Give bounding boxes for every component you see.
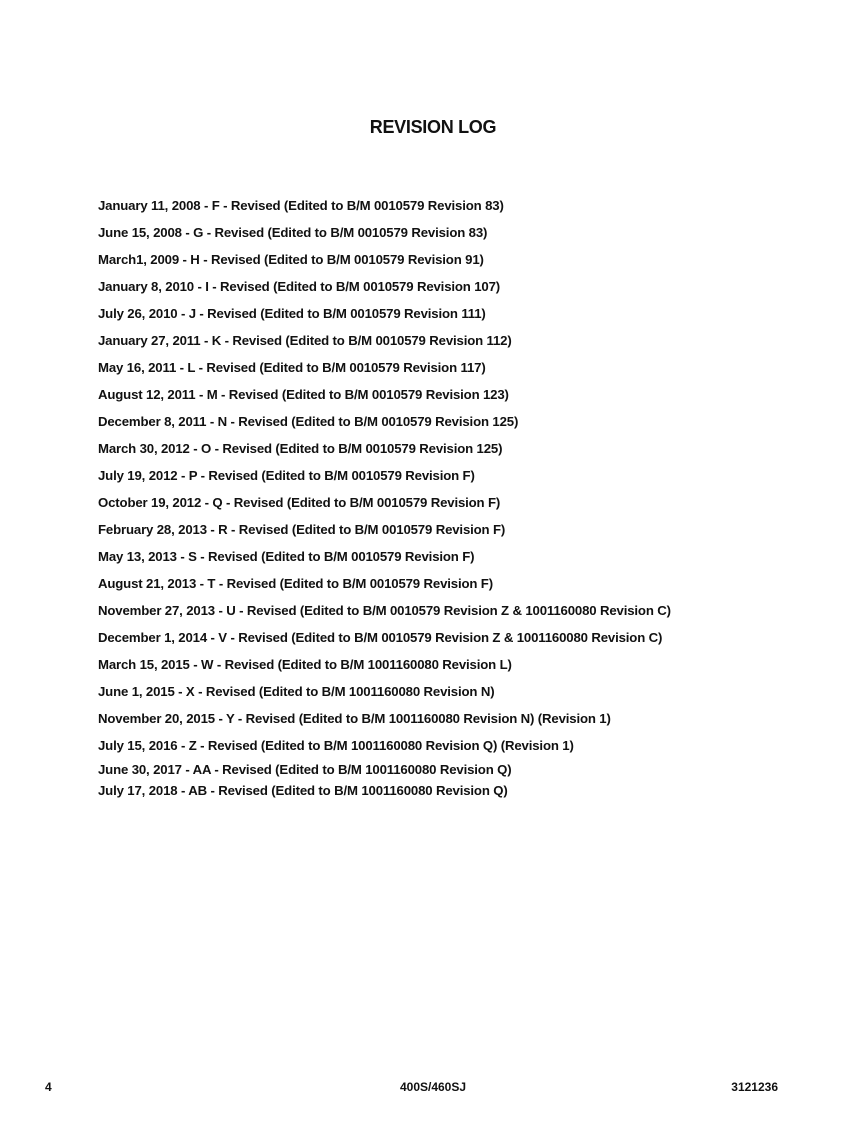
revision-entry: May 13, 2013 - S - Revised (Edited to B/M 0010579 Revision F): [98, 549, 475, 564]
revision-entry: July 15, 2016 - Z - Revised (Edited to B/M 1001160080 Revision Q) (Revision 1): [98, 738, 574, 753]
revision-entry: August 12, 2011 - M - Revised (Edited to B/M 0010579 Revision 123): [98, 387, 509, 402]
revision-entry: January 11, 2008 - F - Revised (Edited to B/M 0010579 Revision 83): [98, 198, 504, 213]
footer-model: 400S/460SJ: [399, 1080, 467, 1094]
revision-entry: January 27, 2011 - K - Revised (Edited to B/M 0010579 Revision 112): [98, 333, 512, 348]
revision-entry: August 21, 2013 - T - Revised (Edited to B/M 0010579 Revision F): [98, 576, 493, 591]
revision-entry: March1, 2009 - H - Revised (Edited to B/M 0010579 Revision 91): [98, 252, 484, 267]
revision-entry: July 26, 2010 - J - Revised (Edited to B/M 0010579 Revision 111): [98, 306, 486, 321]
revision-entry: October 19, 2012 - Q - Revised (Edited to B/M 0010579 Revision F): [98, 495, 501, 510]
revision-entry: February 28, 2013 - R - Revised (Edited to B/M 0010579 Revision F): [98, 522, 506, 537]
revision-entry: November 27, 2013 - U - Revised (Edited to B/M 0010579 Revision Z & 1001160080 Revision C): [98, 603, 671, 618]
page-footer: [0, 1080, 866, 1096]
revision-entry: March 30, 2012 - O - Revised (Edited to B/M 0010579 Revision 125): [98, 441, 503, 456]
revision-entry: December 1, 2014 - V - Revised (Edited to B/M 0010579 Revision Z & 1001160080 Revision C): [98, 630, 663, 645]
revision-entry: May 16, 2011 - L - Revised (Edited to B/M 0010579 Revision 117): [98, 360, 486, 375]
revision-entry: November 20, 2015 - Y - Revised (Edited to B/M 1001160080 Revision N) (Revision 1): [98, 711, 611, 726]
footer-page-number: 4: [45, 1080, 52, 1094]
revision-entry: July 17, 2018 - AB - Revised (Edited to B/M 1001160080 Revision Q): [98, 783, 508, 798]
revision-entry: June 1, 2015 - X - Revised (Edited to B/M 1001160080 Revision N): [98, 684, 495, 699]
page-title: REVISION LOG: [369, 117, 497, 137]
footer-document-number: 3121236: [731, 1080, 778, 1094]
revision-entry: June 30, 2017 - AA - Revised (Edited to B/M 1001160080 Revision Q): [98, 762, 512, 777]
revision-entry: June 15, 2008 - G - Revised (Edited to B/M 0010579 Revision 83): [98, 225, 488, 240]
revision-entry: July 19, 2012 - P - Revised (Edited to B/M 0010579 Revision F): [98, 468, 475, 483]
revision-entry: December 8, 2011 - N - Revised (Edited to B/M 0010579 Revision 125): [98, 414, 519, 429]
revision-entry: March 15, 2015 - W - Revised (Edited to B/M 1001160080 Revision L): [98, 657, 512, 672]
revision-list: [98, 192, 818, 801]
revision-entry: January 8, 2010 - I - Revised (Edited to B/M 0010579 Revision 107): [98, 279, 501, 294]
